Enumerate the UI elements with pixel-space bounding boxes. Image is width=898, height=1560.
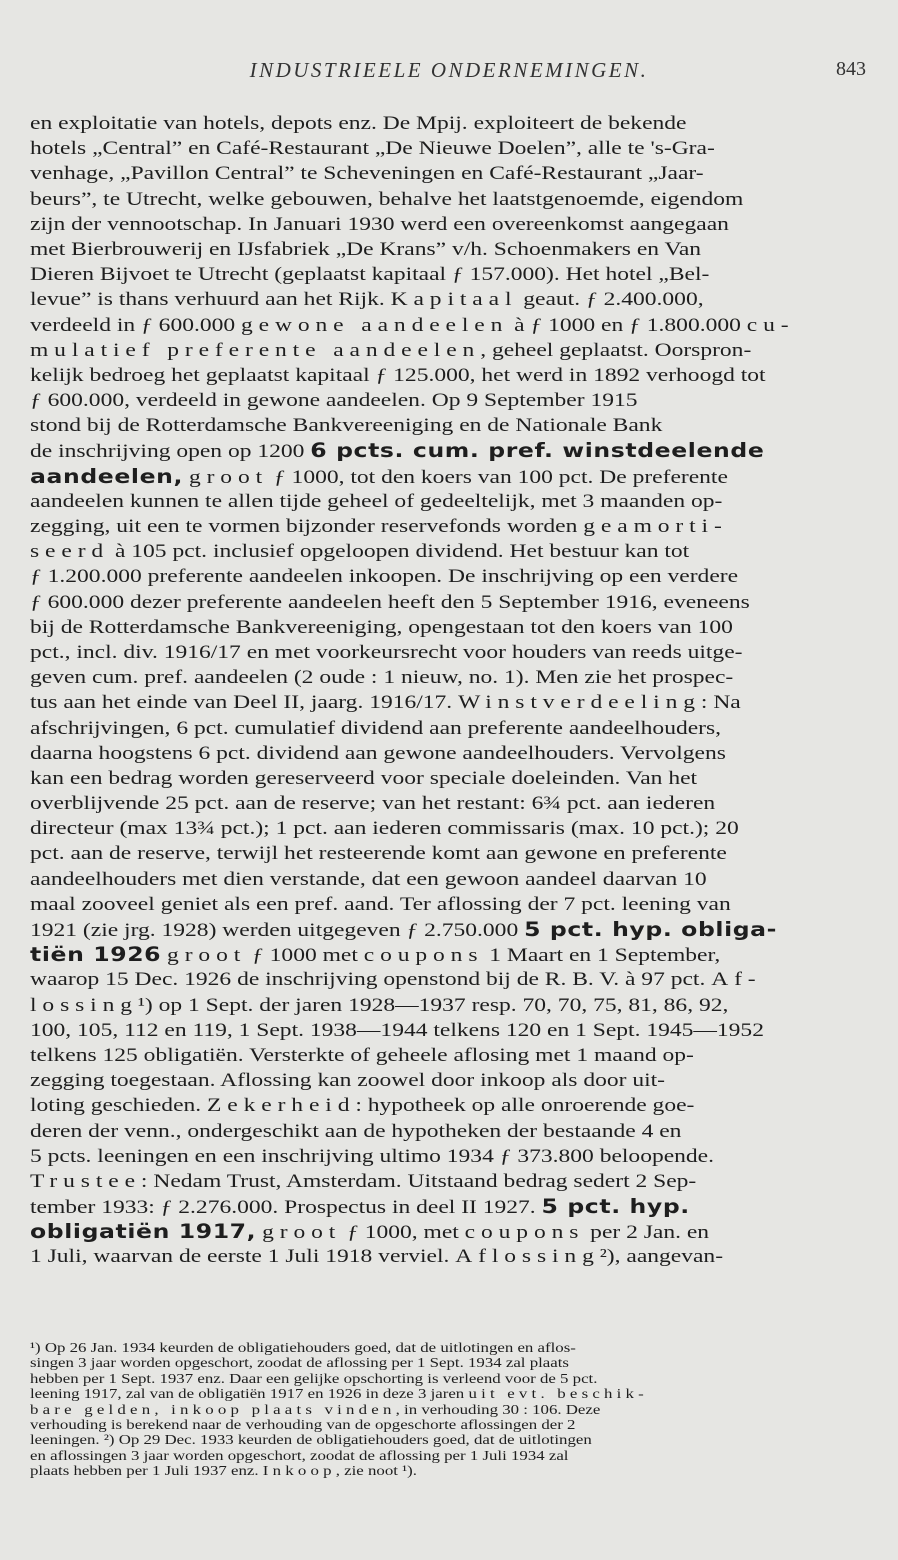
text-segment: venhage, „Pavillon Central” te Scheveningen en Café-Restaurant „Jaar- xyxy=(30,163,704,185)
text-line xyxy=(30,111,868,136)
text-segment: geamorti- xyxy=(583,516,728,537)
text-line xyxy=(30,942,868,967)
footnote-line xyxy=(30,1432,868,1447)
text-line xyxy=(30,388,868,413)
text-segment: cu- xyxy=(746,314,795,336)
text-line xyxy=(30,438,868,463)
page-header xyxy=(30,58,868,88)
text-segment: ¹) Op 26 Jan. 1934 keurden de obligatiehouders goed, dat de uitlotingen en aflos- xyxy=(30,1340,576,1355)
text-segment: verdeeld in ƒ 600.000 xyxy=(30,314,242,336)
text-line xyxy=(30,1093,868,1118)
text-segment: en exploitatie van hotels, depots enz. De Mpij. exploiteert de bekende xyxy=(30,113,687,134)
text-segment: groot xyxy=(188,466,269,488)
text-segment: , in verhouding 30 : 106. Deze xyxy=(395,1401,601,1417)
text-line xyxy=(30,892,868,917)
text-segment: obligatiën 1917, xyxy=(30,1220,257,1244)
text-segment: Winstverdeeling xyxy=(458,692,701,714)
text-line xyxy=(30,615,868,640)
text-line xyxy=(30,1018,868,1043)
text-line xyxy=(30,237,868,262)
text-segment: levue” is thans verhuurd aan het Rijk. xyxy=(30,289,391,311)
text-segment: ƒ 1000, met xyxy=(341,1222,465,1244)
body-text xyxy=(30,111,868,1270)
page-number: 843 xyxy=(836,58,866,80)
text-segment: 5 pcts. leeningen en een inschrijving ultimo 1934 ƒ 373.800 beloopende. xyxy=(30,1145,715,1167)
text-segment: tiën 1926 xyxy=(30,943,162,967)
text-segment: Dieren Bijvoet te Utrecht (geplaatst kapitaal ƒ 157.000). Het hotel „Bel- xyxy=(30,264,710,286)
footnote-line xyxy=(30,1448,868,1463)
footnote-line xyxy=(30,1417,868,1432)
text-segment: kelijk bedroeg het geplaatst kapitaal ƒ 125.000, het werd in 1892 verhoogd tot xyxy=(30,364,766,386)
text-segment: ƒ 1000, tot den koers van 100 pct. De preferente xyxy=(268,466,728,488)
text-line xyxy=(30,1068,868,1093)
text-line xyxy=(30,841,868,866)
text-line xyxy=(30,1119,868,1144)
text-segment: gewone aandeelen xyxy=(241,314,509,336)
text-segment: hotels „Central” en Café-Restaurant „De Nieuwe Doelen”, alle te 's-Gra- xyxy=(30,138,715,160)
text-segment: zegging toegestaan. Aflossing kan zoowel door inkoop als door uit- xyxy=(30,1070,666,1092)
text-line xyxy=(30,716,868,741)
text-segment: hebben per 1 Sept. 1937 enz. Daar een gelijke opschorting is verleend voor de 5 pct. xyxy=(30,1370,598,1386)
text-segment: ƒ 600.000 dezer preferente aandeelen heeft den 5 September 1916, eveneens xyxy=(30,591,750,613)
text-segment: à 105 pct. inclusief opgeloopen dividend. Het bestuur kan tot xyxy=(109,541,690,563)
text-segment: aandeelhouders met dien verstande, dat een gewoon aandeel daarvan 10 xyxy=(30,868,707,890)
text-segment: 6 pcts. cum. pref. winstdeelende xyxy=(310,439,765,463)
text-segment: geven cum. pref. aandeelen (2 oude : 1 nieuw, no. 1). Men zie het prospec- xyxy=(30,667,734,689)
text-segment: seerd xyxy=(30,541,110,563)
text-segment: leeningen. ²) Op 29 Dec. 1933 keurden de obligatiehouders goed, dat de uitlotingen xyxy=(30,1432,592,1448)
text-segment: bare gelden, inkoop plaats vinden xyxy=(30,1401,396,1417)
text-segment: geaut. ƒ 2.400.000, xyxy=(517,289,704,311)
text-segment: 100, 105, 112 en 119, 1 Sept. 1938—1944 telkens 120 en 1 Sept. 1945—1952 xyxy=(30,1019,764,1041)
text-line xyxy=(30,338,868,363)
text-segment: ƒ 1.200.000 preferente aandeelen inkoopen. De inschrijving op een verdere xyxy=(30,566,739,588)
text-line xyxy=(30,816,868,841)
text-line xyxy=(30,967,868,992)
text-line xyxy=(30,187,868,212)
text-segment: plaats hebben per 1 Juli 1937 enz. xyxy=(30,1463,263,1479)
footnote-line xyxy=(30,1402,868,1417)
text-segment: mulatief preferente aandeelen xyxy=(30,339,481,361)
footnote-line xyxy=(30,1371,868,1386)
text-segment: coupons xyxy=(464,1222,585,1244)
text-segment: : Nedam Trust, Amsterdam. Uitstaand bedrag sedert 2 Sep- xyxy=(140,1170,697,1192)
text-segment: groot xyxy=(262,1222,342,1244)
footnote-line xyxy=(30,1463,868,1478)
text-segment: uit evt. beschik- xyxy=(468,1386,648,1402)
text-segment: stond bij de Rotterdamsche Bankvereeniging en de Nationale Bank xyxy=(30,415,663,437)
text-segment: Trustee xyxy=(30,1170,141,1192)
text-line xyxy=(30,514,868,539)
text-segment: Af- xyxy=(711,969,762,991)
text-line xyxy=(30,464,868,489)
text-line xyxy=(30,1169,868,1194)
text-segment: lossing xyxy=(30,994,138,1016)
text-line xyxy=(30,640,868,665)
text-line xyxy=(30,1194,868,1219)
text-segment: zegging, uit een te vormen bijzonder reservefonds worden xyxy=(30,516,584,537)
text-segment: waarop 15 Dec. 1926 de inschrijving openstond bij de R. B. V. à 97 pct. xyxy=(30,969,712,991)
text-line xyxy=(30,413,868,438)
text-segment: verhouding is berekend naar de verhouding van de opgeschorte aflossingen der 2 xyxy=(30,1416,576,1432)
footnotes xyxy=(30,1340,868,1479)
text-segment: deren der venn., ondergeschikt aan de hypotheken der bestaande 4 en xyxy=(30,1120,682,1142)
footnote-line xyxy=(30,1386,868,1401)
text-line xyxy=(30,1144,868,1169)
text-segment: ²), aangevan- xyxy=(599,1246,724,1268)
text-segment: ƒ 1000 met xyxy=(246,945,364,967)
text-segment: de inschrijving open op 1200 xyxy=(30,441,311,463)
text-line xyxy=(30,313,868,338)
text-segment: singen 3 jaar worden opgeschort, zoodat de aflossing per 1 Sept. 1934 zal plaats xyxy=(30,1355,569,1371)
text-segment: pct. aan de reserve, terwijl het resteerende komt aan gewone en preferente xyxy=(30,843,727,865)
text-segment: aandeelen kunnen te allen tijde geheel of gedeeltelijk, met 3 maanden op- xyxy=(30,490,723,512)
text-line xyxy=(30,489,868,514)
text-segment: Zekerheid xyxy=(207,1095,356,1117)
text-segment: loting geschieden. xyxy=(30,1095,208,1117)
text-segment: 1 Maart en 1 September, xyxy=(483,945,721,967)
text-line xyxy=(30,212,868,237)
text-segment: afschrijvingen, 6 pct. cumulatief dividend aan preferente aandeelhouders, xyxy=(30,717,722,739)
text-line xyxy=(30,791,868,816)
text-segment: Inkoop xyxy=(262,1463,336,1479)
text-line xyxy=(30,161,868,186)
text-segment: leening 1917, zal van de obligatiën 1917 en 1926 in deze 3 jaren xyxy=(30,1386,469,1402)
text-segment: en aflossingen 3 jaar worden opgeschort, zoodat de aflossing per 1 Juli 1934 zal xyxy=(30,1447,569,1463)
text-segment: 1 Juli, waarvan de eerste 1 Juli 1918 verviel. xyxy=(30,1246,456,1268)
text-segment: beurs”, te Utrecht, welke gebouwen, behalve het laatstgenoemde, eigendom xyxy=(30,188,744,210)
text-line xyxy=(30,917,868,942)
text-line xyxy=(30,867,868,892)
text-line xyxy=(30,766,868,791)
text-segment: ƒ 600.000, verdeeld in gewone aandeelen. Op 9 September 1915 xyxy=(30,390,638,412)
text-segment: , geheel geplaatst. Oorspron- xyxy=(480,339,752,361)
text-line xyxy=(30,741,868,766)
text-segment: per 2 Jan. en xyxy=(584,1222,710,1244)
text-segment: aandeelen, xyxy=(30,464,184,488)
text-line xyxy=(30,690,868,715)
text-segment: , zie noot ¹). xyxy=(335,1463,417,1479)
text-segment: overblijvende 25 pct. aan de reserve; van het restant: 6¾ pct. aan iederen xyxy=(30,793,716,815)
text-segment: kan een bedrag worden gereserveerd voor speciale doeleinden. Van het xyxy=(30,767,698,789)
text-segment: daarna hoogstens 6 pct. dividend aan gewone aandeelhouders. Vervolgens xyxy=(30,742,726,764)
text-line xyxy=(30,1219,868,1244)
footnote-line xyxy=(30,1340,868,1355)
text-line xyxy=(30,1043,868,1068)
text-segment: coupons xyxy=(363,945,484,967)
running-head: INDUSTRIEELE ONDERNEMINGEN. xyxy=(249,58,649,82)
text-segment: 5 pct. hyp. xyxy=(541,1195,690,1219)
text-line xyxy=(30,136,868,161)
text-segment: pct., incl. div. 1916/17 en met voorkeursrecht voor houders van reeds uitge- xyxy=(30,641,743,663)
text-line xyxy=(30,993,868,1018)
text-segment: tember 1933: ƒ 2.276.000. Prospectus in deel II 1927. xyxy=(30,1197,542,1219)
text-segment: 5 pct. hyp. obliga- xyxy=(524,918,778,941)
footnote-line xyxy=(30,1355,868,1370)
text-segment: : hypotheek op alle onroerende goe- xyxy=(355,1095,695,1117)
text-line xyxy=(30,590,868,615)
text-line xyxy=(30,287,868,312)
text-segment: zijn der vennootschap. In Januari 1930 werd een overeenkomst aangegaan xyxy=(30,213,729,235)
text-line xyxy=(30,665,868,690)
text-segment: met Bierbrouwerij en IJsfabriek „De Krans” v/h. Schoenmakers en Van xyxy=(30,238,702,260)
text-line xyxy=(30,262,868,287)
text-segment: maal zooveel geniet als een pref. aand. Ter aflossing der 7 pct. leening van xyxy=(30,893,731,915)
text-segment: Aflossing xyxy=(455,1246,600,1268)
text-segment: : Na xyxy=(700,692,741,714)
text-segment: à ƒ 1000 en ƒ 1.800.000 xyxy=(508,314,747,336)
text-line xyxy=(30,539,868,564)
text-segment: ¹) op 1 Sept. der jaren 1928—1937 resp. 70, 70, 75, 81, 86, 92, xyxy=(137,994,729,1016)
text-line xyxy=(30,363,868,388)
text-segment: tus aan het einde van Deel II, jaarg. 1916/17. xyxy=(30,692,459,714)
text-segment: bij de Rotterdamsche Bankvereeniging, opengestaan tot den koers van 100 xyxy=(30,616,733,638)
text-line xyxy=(30,1244,868,1269)
text-line xyxy=(30,564,868,589)
text-segment: telkens 125 obligatiën. Versterkte of geheele aflosing met 1 maand op- xyxy=(30,1044,694,1066)
text-segment: groot xyxy=(167,945,247,967)
text-segment: Kapitaal xyxy=(390,289,518,311)
text-segment: directeur (max 13¾ pct.); 1 pct. aan iederen commissaris (max. 10 pct.); 20 xyxy=(30,818,739,840)
text-segment: 1921 (zie jrg. 1928) werden uitgegeven ƒ 2.750.000 xyxy=(30,920,525,941)
